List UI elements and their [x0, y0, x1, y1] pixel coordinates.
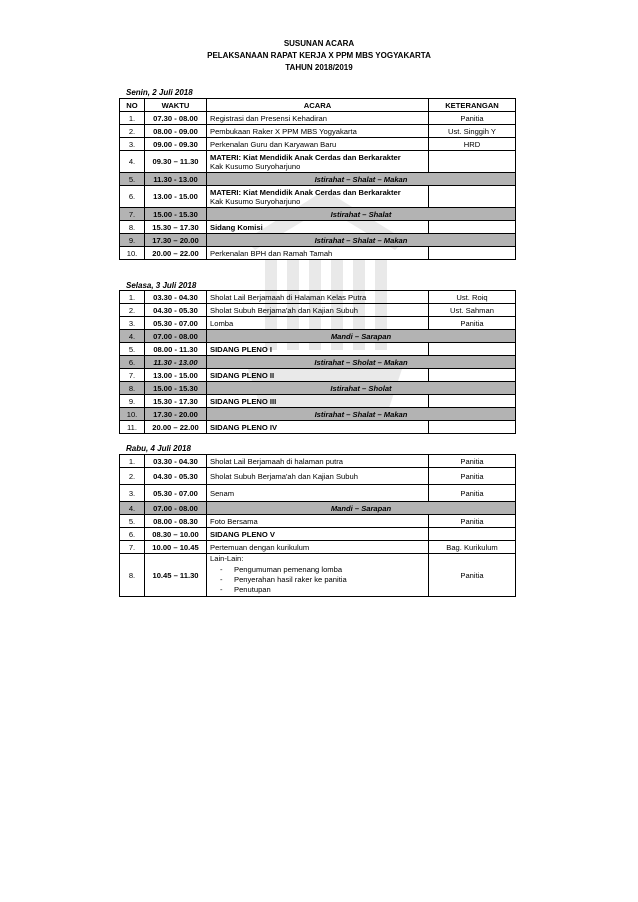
table-row — [120, 382, 516, 395]
row-number: 5. — [120, 343, 145, 356]
row-time: 13.00 - 15.00 — [145, 186, 207, 208]
activity-text: Foto Bersama — [210, 516, 258, 526]
table-row — [120, 186, 516, 208]
table-row — [120, 421, 516, 434]
row-break-activity: Istirahat – Shalat – Makan — [207, 408, 516, 421]
row-time: 04.30 - 05.30 — [145, 468, 207, 485]
activity-text: Lain-Lain: — [210, 554, 244, 563]
row-time: 10.45 – 11.30 — [145, 554, 207, 597]
day-label-rabu: Rabu, 4 Juli 2018 — [126, 444, 191, 453]
table-row — [120, 502, 516, 515]
table-row — [120, 234, 516, 247]
row-activity — [207, 304, 429, 317]
table-row — [120, 330, 516, 343]
activity-text: Registrasi dan Presensi Kehadiran — [210, 113, 327, 123]
list-item: - Penutupan — [234, 585, 425, 595]
row-activity — [207, 125, 429, 138]
table-row — [120, 554, 516, 597]
activity-list — [210, 565, 425, 595]
row-activity — [207, 395, 429, 408]
row-number: 4. — [120, 502, 145, 515]
row-time: 17.30 - 20.00 — [145, 408, 207, 421]
row-activity — [207, 221, 429, 234]
col-keterangan-header: KETERANGAN — [429, 99, 516, 112]
row-time: 07.00 - 08.00 — [145, 330, 207, 343]
table-row — [120, 515, 516, 528]
col-no-header: NO — [120, 99, 145, 112]
activity-text: Sidang Komisi — [210, 222, 263, 232]
row-keterangan — [429, 247, 516, 260]
table-row — [120, 304, 516, 317]
day-label-selasa: Selasa, 3 Juli 2018 — [126, 281, 197, 290]
row-keterangan: Panitia — [429, 515, 516, 528]
row-time: 11.30 - 13.00 — [145, 173, 207, 186]
row-keterangan — [429, 343, 516, 356]
row-number: 6. — [120, 528, 145, 541]
row-number: 5. — [120, 173, 145, 186]
row-number: 5. — [120, 515, 145, 528]
row-time: 09.00 - 09.30 — [145, 138, 207, 151]
row-number: 9. — [120, 234, 145, 247]
row-time: 07.30 - 08.00 — [145, 112, 207, 125]
schedule-table-selasa — [119, 290, 516, 434]
table-row — [120, 138, 516, 151]
col-waktu-header: WAKTU — [145, 99, 207, 112]
row-number: 1. — [120, 291, 145, 304]
row-number: 8. — [120, 221, 145, 234]
row-time: 15.30 – 17.30 — [145, 221, 207, 234]
schedule-table-senin — [119, 98, 516, 260]
row-number: 6. — [120, 356, 145, 369]
title-line-1: SUSUNAN ACARA — [283, 39, 355, 48]
schedule-table-rabu — [119, 454, 516, 597]
row-time: 05.30 - 07.00 — [145, 485, 207, 502]
row-time: 05.30 - 07.00 — [145, 317, 207, 330]
table-row — [120, 247, 516, 260]
row-keterangan — [429, 221, 516, 234]
row-time: 17.30 – 20.00 — [145, 234, 207, 247]
table-row — [120, 343, 516, 356]
row-time: 03.30 - 04.30 — [145, 291, 207, 304]
row-break-activity: Istirahat – Shalat – Makan — [207, 173, 516, 186]
table-header-row — [120, 99, 516, 112]
row-time: 20.00 – 22.00 — [145, 421, 207, 434]
table-row — [120, 208, 516, 221]
table-row — [120, 408, 516, 421]
row-activity — [207, 554, 429, 597]
activity-text: SIDANG PLENO V — [210, 529, 275, 539]
row-number: 4. — [120, 151, 145, 173]
row-number: 8. — [120, 382, 145, 395]
row-time: 15.00 - 15.30 — [145, 208, 207, 221]
table-row — [120, 528, 516, 541]
row-time: 03.30 - 04.30 — [145, 455, 207, 468]
row-activity — [207, 485, 429, 502]
row-activity — [207, 291, 429, 304]
row-break-activity: Istirahat – Shalat – Makan — [207, 234, 516, 247]
row-time: 20.00 – 22.00 — [145, 247, 207, 260]
day-label-senin: Senin, 2 Juli 2018 — [126, 88, 193, 97]
activity-text: Sholat Subuh Berjama'ah dan Kajian Subuh — [210, 471, 358, 481]
row-time: 08.30 – 10.00 — [145, 528, 207, 541]
row-time: 11.30 - 13.00 — [145, 356, 207, 369]
table-row — [120, 112, 516, 125]
row-keterangan: Panitia — [429, 112, 516, 125]
row-keterangan — [429, 395, 516, 408]
row-keterangan: Ust. Sahman — [429, 304, 516, 317]
activity-text: Sholat Lail Berjamaah di Halaman Kelas Putra — [210, 292, 367, 302]
row-number: 8. — [120, 554, 145, 597]
row-activity — [207, 515, 429, 528]
row-number: 4. — [120, 330, 145, 343]
list-item: - Penyerahan hasil raker ke panitia — [234, 575, 425, 585]
row-activity — [207, 317, 429, 330]
row-number: 10. — [120, 247, 145, 260]
table-row — [120, 468, 516, 485]
row-keterangan: Panitia — [429, 317, 516, 330]
row-activity — [207, 112, 429, 125]
table-row — [120, 151, 516, 173]
row-keterangan: Panitia — [429, 485, 516, 502]
table-row — [120, 455, 516, 468]
row-keterangan: Panitia — [429, 468, 516, 485]
activity-speaker: Kak Kusumo Suryoharjuno — [210, 161, 301, 171]
list-item: - Pengumuman pemenang lomba — [234, 565, 425, 575]
row-break-activity: Istirahat – Sholat — [207, 382, 516, 395]
row-break-activity: Istirahat – Sholat – Makan — [207, 356, 516, 369]
row-activity — [207, 421, 429, 434]
table-row — [120, 221, 516, 234]
row-activity — [207, 247, 429, 260]
row-keterangan: Panitia — [429, 554, 516, 597]
row-time: 15.30 - 17.30 — [145, 395, 207, 408]
table-row — [120, 356, 516, 369]
row-number: 3. — [120, 485, 145, 502]
row-time: 04.30 - 05.30 — [145, 304, 207, 317]
row-number: 11. — [120, 421, 145, 434]
row-activity — [207, 151, 429, 173]
row-activity — [207, 343, 429, 356]
activity-text: Perkenalan BPH dan Ramah Tamah — [210, 248, 333, 258]
row-activity — [207, 468, 429, 485]
row-activity — [207, 541, 429, 554]
activity-text: Pertemuan dengan kurikulum — [210, 542, 310, 552]
row-number: 7. — [120, 369, 145, 382]
activity-text: Sholat Lail Berjamaah di halaman putra — [210, 456, 343, 466]
activity-text: MATERI: Kiat Mendidik Anak Cerdas dan Berkarakter — [210, 152, 401, 162]
row-time: 07.00 - 08.00 — [145, 502, 207, 515]
activity-text: Perkenalan Guru dan Karyawan Baru — [210, 139, 337, 149]
row-keterangan — [429, 528, 516, 541]
title-line-2: PELAKSANAAN RAPAT KERJA X PPM MBS YOGYAKARTA — [207, 51, 431, 60]
row-time: 08.00 - 08.30 — [145, 515, 207, 528]
table-row — [120, 173, 516, 186]
row-number: 2. — [120, 468, 145, 485]
table-row — [120, 317, 516, 330]
row-number: 7. — [120, 541, 145, 554]
row-time: 15.00 - 15.30 — [145, 382, 207, 395]
table-row — [120, 125, 516, 138]
row-number: 3. — [120, 317, 145, 330]
row-number: 7. — [120, 208, 145, 221]
row-keterangan — [429, 421, 516, 434]
title-line-3: TAHUN 2018/2019 — [285, 63, 353, 72]
row-break-activity: Mandi – Sarapan — [207, 330, 516, 343]
row-number: 2. — [120, 304, 145, 317]
activity-text: Sholat Subuh Berjama'ah dan Kajian Subuh — [210, 305, 358, 315]
row-keterangan: Bag. Kurikulum — [429, 541, 516, 554]
activity-text: SIDANG PLENO III — [210, 396, 277, 406]
col-acara-header: ACARA — [207, 99, 429, 112]
row-activity — [207, 528, 429, 541]
row-activity — [207, 455, 429, 468]
row-activity — [207, 138, 429, 151]
row-keterangan: Panitia — [429, 455, 516, 468]
row-activity — [207, 369, 429, 382]
activity-text: SIDANG PLENO II — [210, 370, 275, 380]
activity-text: Lomba — [210, 318, 234, 328]
activity-text: SIDANG PLENO IV — [210, 422, 278, 432]
activity-text: Senam — [210, 488, 235, 498]
row-number: 9. — [120, 395, 145, 408]
row-keterangan: Ust. Singgih Y — [429, 125, 516, 138]
row-time: 10.00 – 10.45 — [145, 541, 207, 554]
row-time: 08.00 - 11.30 — [145, 343, 207, 356]
row-number: 1. — [120, 112, 145, 125]
activity-text: Pembukaan Raker X PPM MBS Yogyakarta — [210, 126, 357, 136]
row-time: 08.00 - 09.00 — [145, 125, 207, 138]
activity-text: MATERI: Kiat Mendidik Anak Cerdas dan Berkarakter — [210, 187, 401, 197]
row-keterangan — [429, 369, 516, 382]
table-row — [120, 485, 516, 502]
row-activity — [207, 186, 429, 208]
row-time: 09.30 – 11.30 — [145, 151, 207, 173]
row-keterangan — [429, 186, 516, 208]
row-number: 1. — [120, 455, 145, 468]
table-row — [120, 395, 516, 408]
table-row — [120, 369, 516, 382]
row-keterangan: HRD — [429, 138, 516, 151]
row-time: 13.00 - 15.00 — [145, 369, 207, 382]
row-number: 3. — [120, 138, 145, 151]
row-break-activity: Istirahat – Shalat — [207, 208, 516, 221]
row-keterangan: Ust. Roiq — [429, 291, 516, 304]
table-row — [120, 541, 516, 554]
activity-text: SIDANG PLENO I — [210, 344, 273, 354]
row-number: 10. — [120, 408, 145, 421]
activity-speaker: Kak Kusumo Suryoharjuno — [210, 196, 301, 206]
row-break-activity: Mandi – Sarapan — [207, 502, 516, 515]
row-keterangan — [429, 151, 516, 173]
table-row — [120, 291, 516, 304]
row-number: 6. — [120, 186, 145, 208]
row-number: 2. — [120, 125, 145, 138]
